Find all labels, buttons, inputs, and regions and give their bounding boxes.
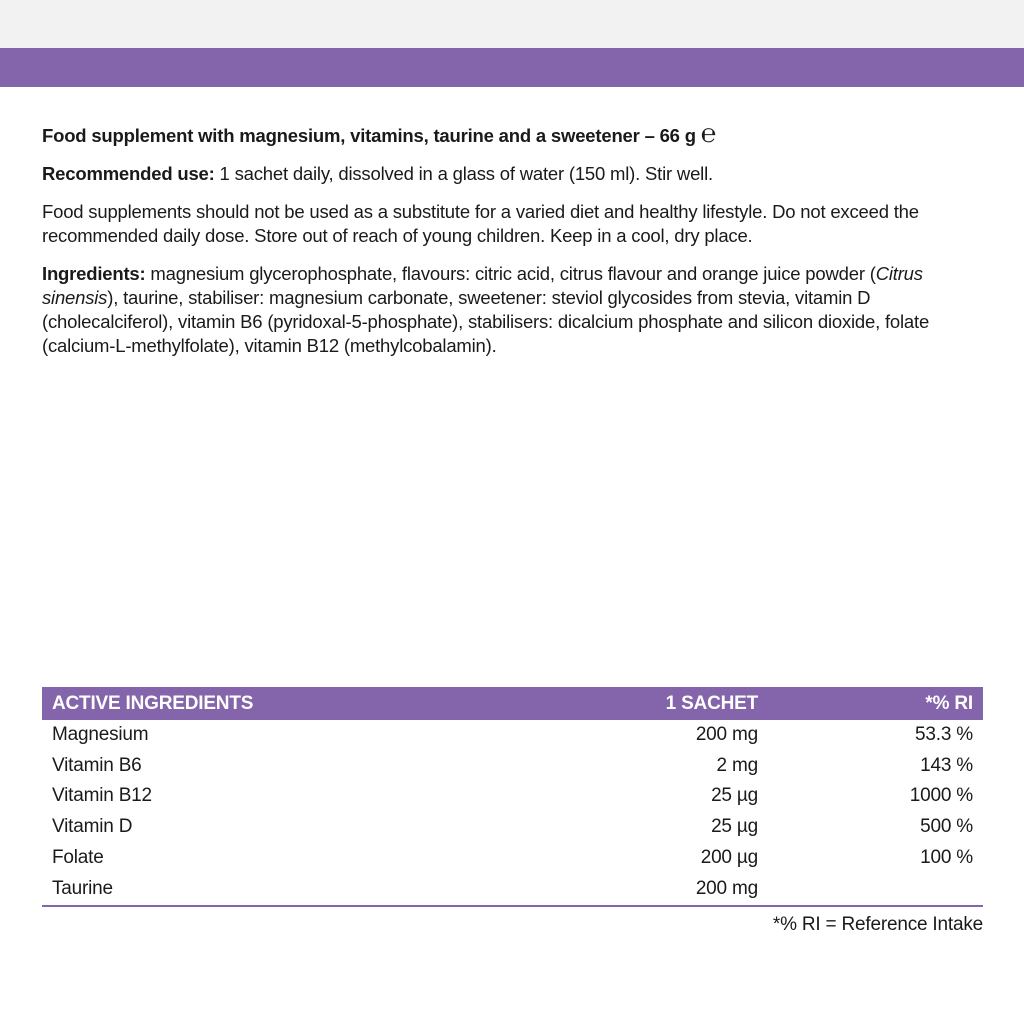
ingredients-text-end: ), taurine, stabiliser: magnesium carbonate, sweetener: steviol glycosides from stevia, vitamin D (cholecalciferol), vitamin B6 (pyridoxal-5-phosphate), stabilisers: dicalcium phosphate and silicon dioxide, folate (calcium-L-methylfolate), vitamin B12 (methylcobalamin). bbox=[42, 287, 930, 356]
ingredient-amount: 200 mg bbox=[695, 724, 758, 746]
ingredient-name: Vitamin B12 bbox=[52, 785, 152, 807]
nutrition-table-section bbox=[42, 687, 983, 936]
ingredient-ri: 500 % bbox=[920, 816, 973, 838]
table-row bbox=[42, 873, 983, 905]
table-row bbox=[42, 720, 983, 751]
ingredient-amount: 200 mg bbox=[695, 877, 758, 899]
ingredient-amount: 25 µg bbox=[711, 785, 758, 807]
ingredient-name: Magnesium bbox=[52, 724, 149, 746]
table-bottom-rule bbox=[42, 905, 983, 907]
ingredient-name: Taurine bbox=[52, 877, 113, 899]
ingredient-amount: 200 µg bbox=[700, 846, 758, 868]
ingredient-ri: 100 % bbox=[920, 846, 973, 868]
ingredients bbox=[42, 262, 987, 358]
column-header-ingredient: ACTIVE INGREDIENTS bbox=[52, 692, 254, 714]
label-text bbox=[42, 119, 987, 372]
column-header-ri: *% RI bbox=[925, 692, 973, 714]
warning-text: Food supplements should not be used as a substitute for a varied diet and healthy lifestyle. Do not exceed the recommended daily dose. Store out of reach of young children. Keep in a cool, dry place. bbox=[42, 201, 919, 246]
latin-name: Citrus sinensis bbox=[42, 263, 923, 308]
header-bar bbox=[0, 48, 1024, 87]
estimated-sign-icon: ℮ bbox=[700, 119, 717, 149]
column-header-amount: 1 SACHET bbox=[665, 692, 758, 714]
table-row bbox=[42, 842, 983, 873]
ingredient-ri: 143 % bbox=[920, 754, 973, 776]
ingredient-amount: 2 mg bbox=[716, 754, 758, 776]
ingredients-text-start: magnesium glycerophosphate, flavours: citric acid, citrus flavour and orange juice powder ( bbox=[145, 263, 876, 284]
ri-footnote: *% RI = Reference Intake bbox=[772, 913, 983, 935]
product-line bbox=[42, 119, 987, 149]
ingredient-ri: 1000 % bbox=[909, 785, 973, 807]
ingredient-amount: 25 µg bbox=[711, 816, 758, 838]
table-header-row bbox=[42, 687, 983, 720]
ingredients-label: Ingredients: bbox=[42, 263, 146, 284]
ingredient-name: Vitamin D bbox=[52, 816, 133, 838]
recommended-use bbox=[42, 162, 987, 186]
table-row bbox=[42, 781, 983, 812]
ingredient-name: Folate bbox=[52, 846, 104, 868]
recommended-use-text: 1 sachet daily, dissolved in a glass of water (150 ml). Stir well. bbox=[214, 163, 713, 184]
top-band bbox=[0, 0, 1024, 48]
product-description: Food supplement with magnesium, vitamins, taurine and a sweetener – 66 g bbox=[42, 125, 696, 146]
ingredient-ri: 53.3 % bbox=[915, 724, 973, 746]
table-row bbox=[42, 751, 983, 782]
ingredient-name: Vitamin B6 bbox=[52, 754, 142, 776]
ingredient-ri bbox=[768, 873, 983, 905]
table-row bbox=[42, 812, 983, 843]
active-ingredients-table bbox=[42, 687, 983, 905]
recommended-use-label: Recommended use: bbox=[42, 163, 215, 184]
